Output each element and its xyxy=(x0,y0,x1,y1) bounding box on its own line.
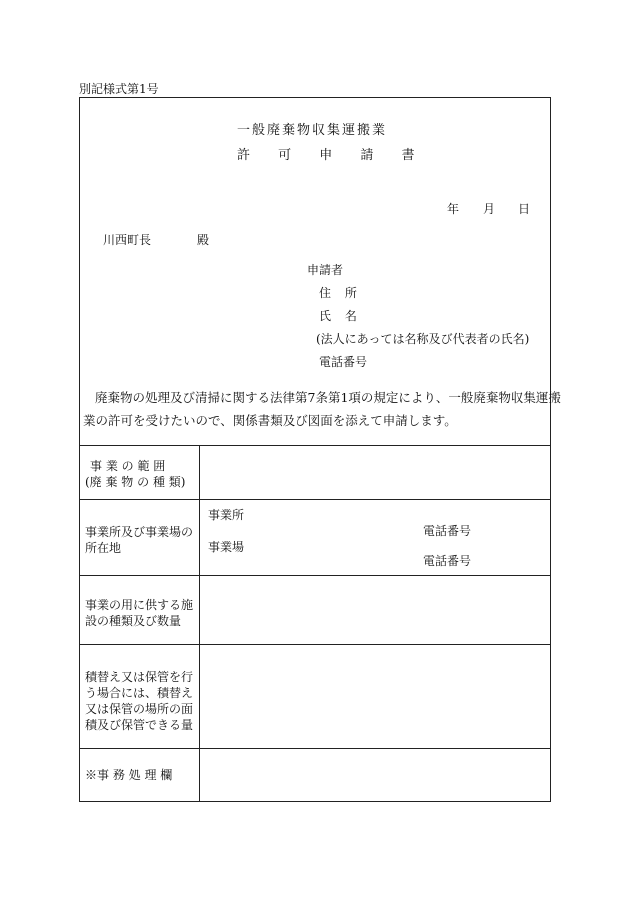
applicant-address-label: 住 所 xyxy=(319,286,357,300)
row-facility-label-line2: 設の種類及び数量 xyxy=(85,614,182,628)
row-facility-label-line1: 事業の用に供する施 xyxy=(85,598,194,612)
applicant-corporate-note: (法人にあっては名称及び代表者の氏名) xyxy=(316,332,530,346)
table-row-divider xyxy=(80,748,550,749)
addressee-name: 川西町長 xyxy=(103,233,152,247)
row-storage-label-line3: 又は保管の場所の面 xyxy=(85,702,194,716)
date-month-label: 月 xyxy=(483,202,496,216)
site-label: 事業場 xyxy=(208,540,245,554)
applicant-phone-label: 電話番号 xyxy=(319,355,368,369)
date-year-label: 年 xyxy=(447,202,460,216)
date-day-label: 日 xyxy=(518,202,531,216)
form-title-line2: 許 可 申 請 書 xyxy=(237,148,415,163)
row-location-label-line1: 事業所及び事業場の xyxy=(85,525,194,539)
table-top-border xyxy=(80,445,550,446)
office-phone-label: 電話番号 xyxy=(423,524,472,538)
row-facility-value-field[interactable] xyxy=(201,577,549,642)
table-row-divider xyxy=(80,575,550,576)
form-number: 別記様式第1号 xyxy=(79,82,159,96)
row-scope-label-line1: 事 業 の 範 囲 xyxy=(90,459,166,473)
row-storage-label-line2: う場合には、積替え xyxy=(85,686,194,700)
statement-line2: 業の許可を受けたいので、関係書類及び図面を添えて申請します。 xyxy=(83,413,457,428)
row-scope-label-line2: (廃 棄 物 の 種 類) xyxy=(85,475,186,489)
form-title-line1: 一般廃棄物収集運搬業 xyxy=(237,123,388,138)
row-storage-label-line4: 積及び保管できる量 xyxy=(85,718,194,732)
row-location-label-line2: 所在地 xyxy=(85,541,122,555)
row-scope-value-field[interactable] xyxy=(201,447,549,497)
table-row-divider xyxy=(80,499,550,500)
row-office-use-label: ※事 務 処 理 欄 xyxy=(85,768,173,782)
addressee-honorific: 殿 xyxy=(197,233,210,247)
row-storage-label-line1: 積替え又は保管を行 xyxy=(85,670,194,684)
site-phone-label: 電話番号 xyxy=(423,554,472,568)
statement-line1: 廃棄物の処理及び清掃に関する法律第7条第1項の規定により、一般廃棄物収集運搬 xyxy=(95,390,561,405)
row-storage-value-field[interactable] xyxy=(201,646,549,746)
table-row-divider xyxy=(80,644,550,645)
applicant-heading: 申請者 xyxy=(307,263,344,277)
office-label: 事業所 xyxy=(208,508,245,522)
row-office-use-field xyxy=(201,750,549,800)
table-column-divider xyxy=(199,445,200,802)
applicant-name-label: 氏 名 xyxy=(319,309,357,323)
application-form xyxy=(79,97,561,802)
